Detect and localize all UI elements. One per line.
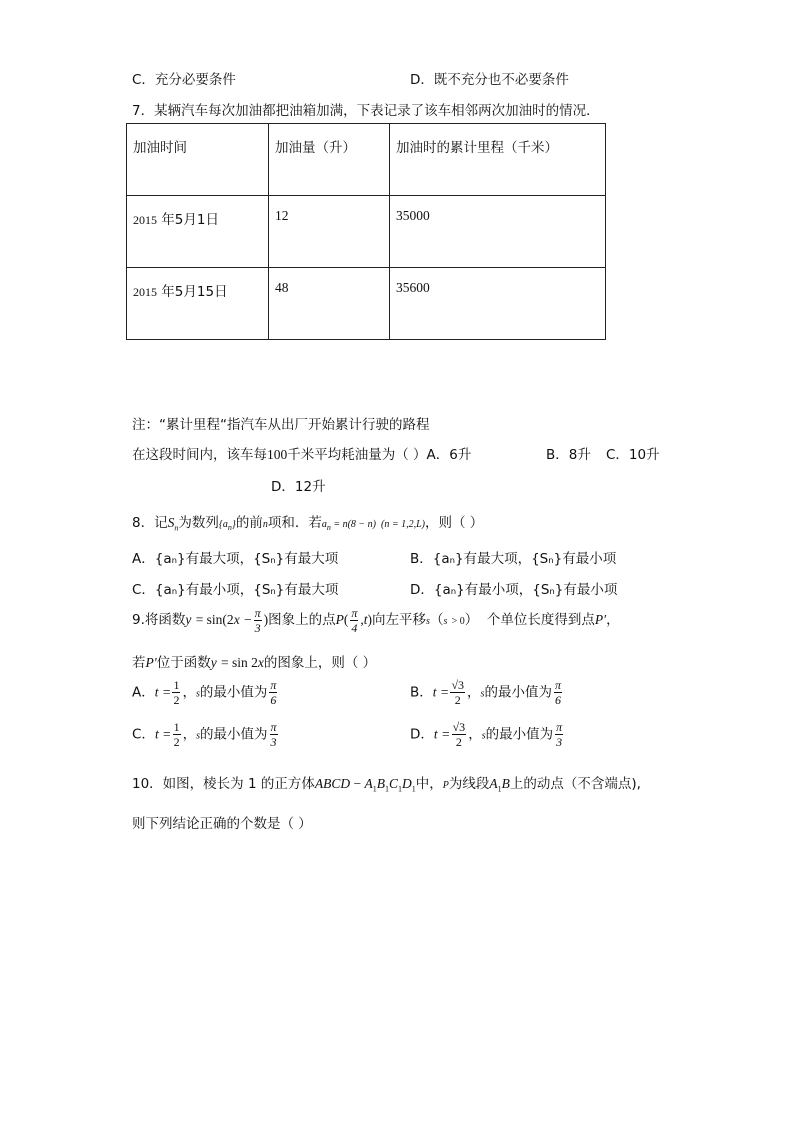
q7-option-d: D．12升 xyxy=(271,479,326,495)
table-row xyxy=(127,268,606,340)
fuel-table xyxy=(126,123,606,340)
q7-option-c: C．10升 xyxy=(606,447,660,463)
table-cell-mileage: 35600 xyxy=(390,268,606,340)
q10-stem: 10．如图，棱长为 1 的正方体ABCD − $A_1B_1C_1D_1$中，P为线段$A_1B$上的动点（不含端点), xyxy=(132,776,641,794)
q9-line2: 若P′位于函数y = sin 2x的图象上，则（ ） xyxy=(132,655,377,671)
q7-option-b: B．8升 xyxy=(546,447,591,463)
table-cell-mileage: 35000 xyxy=(390,196,606,268)
q9-option-a: A．t = $\frac{1}{2}$ ，s的最小值为 $\frac{\pi}{6}$ xyxy=(132,678,277,707)
table-cell-date: 2015 年5月15日 xyxy=(127,268,269,340)
table-cell-amount: 12 xyxy=(269,196,390,268)
q9-stem: 9.将函数y = sin(2x − $\frac{\pi}{3}$ )图象上的点P( $\frac{\pi}{4}$ ,t)向左平移s（s > 0） 个单位长度得到点P′， xyxy=(132,605,620,635)
q6-option-d: D．既不充分也不必要条件 xyxy=(410,72,569,88)
table-row xyxy=(127,196,606,268)
table-row xyxy=(127,124,606,196)
q7-stem: 7．某辆汽车每次加油都把油箱加满，下表记录了该车相邻两次加油时的情况． xyxy=(132,103,600,119)
table-cell-date: 2015 年5月1日 xyxy=(127,196,269,268)
q8-stem: 8．记$S_n$为数列$\{a_n\}$的前n项和．若$a_n = n(8 - n) (n = 1,2,L)$，则（ ） xyxy=(132,515,484,533)
table-header-cell: 加油时的累计里程（千米） xyxy=(390,124,606,196)
q8-option-a: A．{aₙ}有最大项，{Sₙ}有最大项 xyxy=(132,551,339,567)
q10-line2: 则下列结论正确的个数是（ ） xyxy=(132,816,312,832)
q7-option-a: A．6升 xyxy=(426,447,472,463)
q7-note: 注：“累计里程“指汽车从出厂开始累计行驶的路程 xyxy=(132,417,430,433)
q8-option-d: D．{aₙ}有最小项，{Sₙ}有最小项 xyxy=(410,582,618,598)
q8-option-b: B．{aₙ}有最大项，{Sₙ}有最小项 xyxy=(410,551,617,567)
q9-option-b: B．t = $\frac{√3}{2}$ ，s的最小值为 $\frac{\pi}{6}$ xyxy=(410,678,561,707)
q9-option-c: C．t = $\frac{1}{2}$ ，s的最小值为 $\frac{\pi}{3}$ xyxy=(132,720,277,749)
q9-option-d: D．t = $\frac{√3}{2}$ ，s的最小值为 $\frac{\pi}{3}$ xyxy=(410,720,563,749)
table-cell-amount: 48 xyxy=(269,268,390,340)
q6-option-c: C．充分必要条件 xyxy=(132,72,236,88)
q7-question: 在这段时间内，该车每100千米平均耗油量为（ ）A．6升 xyxy=(132,447,472,463)
q8-option-c: C．{aₙ}有最小项，{Sₙ}有最大项 xyxy=(132,582,339,598)
table-header-cell: 加油量（升） xyxy=(269,124,390,196)
table-header-cell: 加油时间 xyxy=(127,124,269,196)
